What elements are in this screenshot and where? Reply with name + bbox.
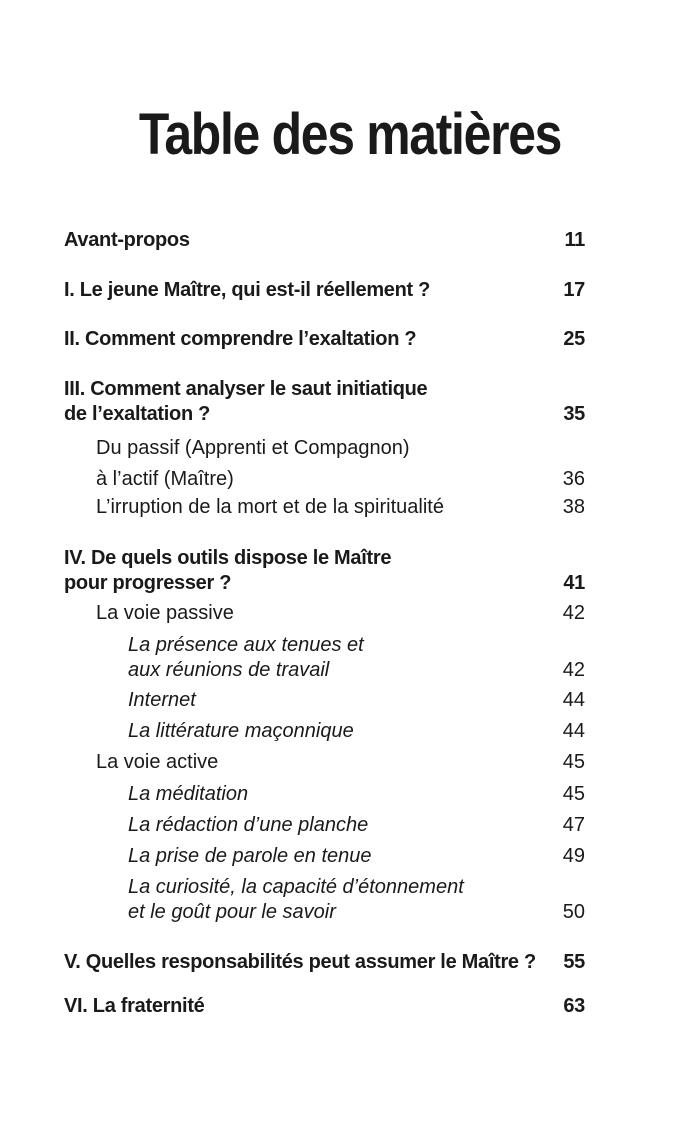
toc-entry bbox=[64, 377, 585, 427]
toc-entry-page: 44 bbox=[562, 720, 585, 742]
toc-entry-page: 50 bbox=[562, 901, 585, 923]
toc-entry-label: La rédaction d’une planche bbox=[128, 814, 369, 836]
toc-entry bbox=[64, 994, 585, 1019]
toc-entry bbox=[64, 950, 585, 975]
toc-entry bbox=[128, 782, 585, 807]
toc-entry-label: La voie passive bbox=[96, 602, 234, 624]
toc-entry-page: 47 bbox=[562, 814, 585, 836]
toc-entry bbox=[96, 750, 585, 775]
toc-entry-page: 49 bbox=[562, 845, 585, 867]
toc-entry-page: 63 bbox=[563, 995, 585, 1017]
toc-entry-label-line: pour progresser ? bbox=[64, 572, 232, 594]
toc-entry-label: I. Le jeune Maître, qui est-il réellement ? bbox=[64, 279, 431, 301]
toc-entry bbox=[128, 688, 585, 713]
toc-entry bbox=[64, 546, 585, 596]
toc-entry-page: 38 bbox=[562, 496, 585, 518]
toc-entry-page: 17 bbox=[563, 279, 585, 301]
toc-entry-label: L’irruption de la mort et de la spiritualité bbox=[96, 496, 444, 518]
toc-entry bbox=[128, 844, 585, 869]
toc-entry-page: 45 bbox=[562, 783, 585, 805]
toc-entry-label-line: à l’actif (Maître) bbox=[96, 468, 234, 490]
toc-entry-page: 45 bbox=[562, 751, 585, 773]
toc-entry-page: 42 bbox=[562, 602, 585, 624]
toc-entry-page: 36 bbox=[562, 468, 585, 490]
toc-entry-page: 11 bbox=[564, 229, 585, 251]
toc-entry-page: 55 bbox=[563, 951, 585, 973]
page-title: Table des matières bbox=[138, 102, 562, 167]
toc-entry-page: 42 bbox=[562, 659, 585, 681]
toc-entry-page: 35 bbox=[563, 403, 585, 425]
toc-entry bbox=[128, 633, 585, 683]
toc-entry-label-line: de l’exaltation ? bbox=[64, 403, 211, 425]
toc-entry-label: La prise de parole en tenue bbox=[128, 845, 372, 867]
toc-entry-label: V. Quelles responsabilités peut assumer le Maître ? bbox=[64, 951, 536, 973]
toc-entry bbox=[128, 813, 585, 838]
toc-entry-label: La méditation bbox=[128, 783, 249, 805]
toc-entry-page: 25 bbox=[563, 328, 585, 350]
toc-entry-label: Avant-propos bbox=[64, 229, 190, 251]
toc-entry bbox=[96, 433, 585, 495]
toc-entry-label-line: Du passif (Apprenti et Compagnon) bbox=[96, 437, 410, 459]
toc-entry-label: Internet bbox=[128, 689, 196, 711]
toc-entry bbox=[128, 719, 585, 744]
toc-entry-label: VI. La fraternité bbox=[64, 995, 205, 1017]
toc-entry-label-line: La présence aux tenues et bbox=[128, 634, 364, 656]
toc-entry-label-line: IV. De quels outils dispose le Maître bbox=[64, 547, 392, 569]
toc-entry-label: La voie active bbox=[96, 751, 219, 773]
toc-entry bbox=[64, 278, 585, 303]
toc-entry bbox=[64, 327, 585, 352]
toc-entry-label: La littérature maçonnique bbox=[128, 720, 354, 742]
toc-entry-label-line: aux réunions de travail bbox=[128, 659, 330, 681]
toc-entry bbox=[96, 601, 585, 626]
toc-entry-label-line: III. Comment analyser le saut initiatique bbox=[64, 378, 428, 400]
toc-entry-label-line: La curiosité, la capacité d’étonnement bbox=[128, 876, 464, 898]
toc-entry bbox=[96, 495, 585, 520]
toc-entry bbox=[128, 875, 585, 925]
toc-entry-page: 44 bbox=[562, 689, 585, 711]
toc-entry bbox=[64, 228, 585, 253]
toc-entry-page: 41 bbox=[563, 572, 585, 594]
toc-entry-label: II. Comment comprendre l’exaltation ? bbox=[64, 328, 417, 350]
toc-entry-label-line: et le goût pour le savoir bbox=[128, 901, 336, 923]
